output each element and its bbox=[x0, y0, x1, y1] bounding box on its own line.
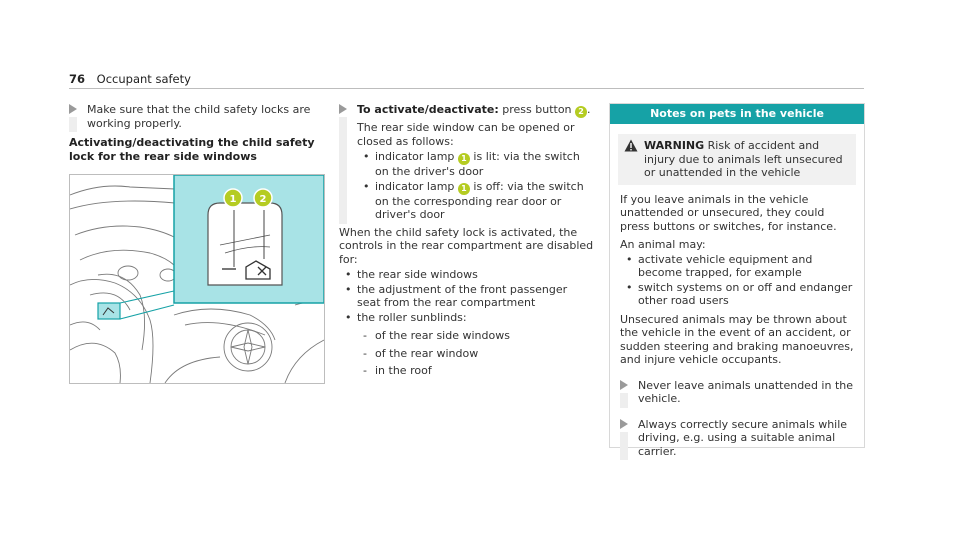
list-item: - of the rear window bbox=[375, 347, 594, 361]
switch-highlight bbox=[98, 303, 120, 319]
door-panel-drawing bbox=[70, 175, 324, 383]
list-item: • the adjustment of the front passenger seat from the rear compartment bbox=[357, 283, 594, 310]
step-text-a: press button bbox=[498, 103, 576, 116]
disabled-controls-intro: When the child safety lock is activated, the controls in the rear compartment are disabled for: bbox=[339, 225, 594, 266]
step-check-locks bbox=[69, 103, 323, 130]
disabled-controls-list bbox=[345, 268, 594, 324]
notes-title: Notes on pets in the vehicle bbox=[610, 104, 864, 124]
step-arrow-icon bbox=[69, 104, 77, 114]
pets-notes-box bbox=[609, 103, 865, 458]
middle-column bbox=[339, 103, 594, 382]
list-item: • the roller sunblinds: bbox=[357, 311, 594, 325]
lamp-1-badge: 1 bbox=[458, 153, 470, 165]
notes-paragraph: An animal may: bbox=[620, 238, 706, 251]
lamp-1-badge: 1 bbox=[458, 183, 470, 195]
list-item: • the rear side windows bbox=[357, 268, 594, 282]
list-item: • switch systems on or off and endanger other road users bbox=[638, 281, 856, 308]
step-arrow-icon bbox=[339, 104, 347, 114]
list-item: - in the roof bbox=[375, 364, 594, 378]
notes-paragraph: Unsecured animals may be thrown about the vehicle in the event of an accident, or sudden steering and braking manoeuvres, and injure vehicle occupants. bbox=[620, 312, 854, 366]
warning-icon bbox=[624, 139, 638, 152]
animal-risk-list bbox=[626, 253, 856, 308]
step-text: Always correctly secure animals while driving, e.g. using a suitable animal carrier. bbox=[638, 417, 848, 458]
step-never-leave bbox=[620, 379, 856, 406]
door-control-illustration bbox=[69, 174, 325, 384]
header-divider bbox=[69, 88, 864, 89]
step-text-b: . bbox=[587, 103, 591, 116]
callout-1-label: 1 bbox=[229, 194, 237, 205]
page-number: 76 bbox=[69, 72, 86, 86]
list-item: • activate vehicle equipment and become trapped, for example bbox=[638, 253, 856, 280]
callout-2-label: 2 bbox=[259, 194, 267, 205]
indicator-lamp bbox=[222, 268, 236, 270]
left-column bbox=[69, 103, 323, 163]
lamp-status-list bbox=[357, 150, 594, 222]
warning-label: WARNING bbox=[644, 139, 705, 152]
switch-housing bbox=[208, 203, 282, 285]
section-heading: Activating/deactivating the child safety lock for the rear side windows bbox=[69, 136, 315, 163]
warning-box bbox=[618, 134, 856, 185]
notes-body bbox=[610, 185, 864, 459]
step-arrow-icon bbox=[620, 419, 628, 429]
step-subtext: The rear side window can be opened or closed as follows: bbox=[357, 121, 575, 148]
step-secure-animals bbox=[620, 418, 856, 459]
notes-paragraph: If you leave animals in the vehicle unattended or unsecured, they could press buttons or switches, for instance. bbox=[620, 192, 837, 233]
step-text: Make sure that the child safety locks are working properly. bbox=[87, 103, 311, 130]
button-2-badge: 2 bbox=[575, 106, 587, 118]
step-arrow-icon bbox=[620, 380, 628, 390]
list-item: • indicator lamp 1 is lit: via the switch on the driver's door bbox=[375, 150, 594, 179]
page-header bbox=[69, 72, 191, 86]
step-activate bbox=[339, 103, 594, 222]
warning-text: Risk of accident and injury due to animals left unsecured or unattended in the vehicle bbox=[644, 139, 843, 179]
list-item: • indicator lamp 1 is off: via the switch on the corresponding rear door or driver's door bbox=[375, 180, 594, 222]
list-item: - of the rear side windows bbox=[375, 329, 594, 343]
sunblind-sublist bbox=[339, 329, 594, 378]
section-title: Occupant safety bbox=[96, 72, 191, 86]
step-label: To activate/deactivate: bbox=[357, 103, 499, 116]
step-text: Never leave animals unattended in the vehicle. bbox=[638, 378, 853, 405]
